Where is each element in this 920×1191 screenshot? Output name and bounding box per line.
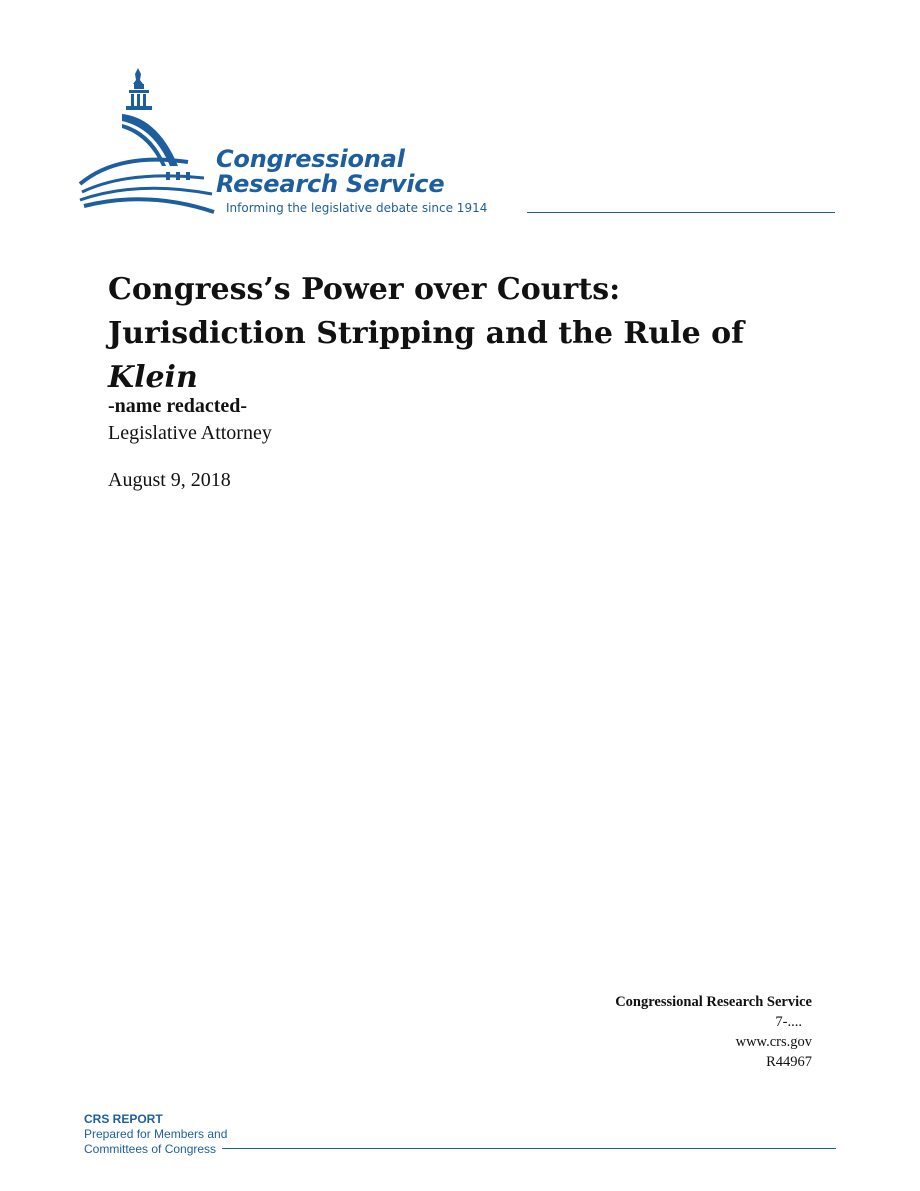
report-title-main: Congress’s Power over Courts: Jurisdiction Stripping and the Rule of: [108, 272, 745, 351]
footer-phone: 7-....: [775, 1014, 802, 1030]
crs-report-header: CRS REPORT: [84, 1112, 163, 1126]
footer-org: Congressional Research Service: [615, 994, 812, 1010]
crs-report-label: [84, 1112, 227, 1157]
capitol-dome-icon: [78, 66, 218, 216]
footer-info: [615, 992, 812, 1072]
report-date: August 9, 2018: [108, 469, 231, 491]
logo-tagline: Informing the legislative debate since 1914: [226, 201, 488, 215]
tagline-divider: [527, 212, 835, 213]
author-role: Legislative Attorney: [108, 422, 272, 444]
crs-report-line2: Committees of Congress: [84, 1142, 217, 1156]
report-title-italic: Klein: [108, 360, 198, 395]
footer-report-number: R44967: [766, 1054, 812, 1070]
crs-report-line1: Prepared for Members and: [84, 1127, 228, 1141]
author-name: -name redacted-: [108, 395, 248, 417]
footer-website[interactable]: www.crs.gov: [735, 1034, 812, 1050]
logo-name-line2: Research Service: [216, 170, 445, 198]
logo-name-line1: Congressional: [216, 145, 405, 173]
report-title: [108, 268, 828, 400]
bottom-divider: [222, 1148, 836, 1149]
